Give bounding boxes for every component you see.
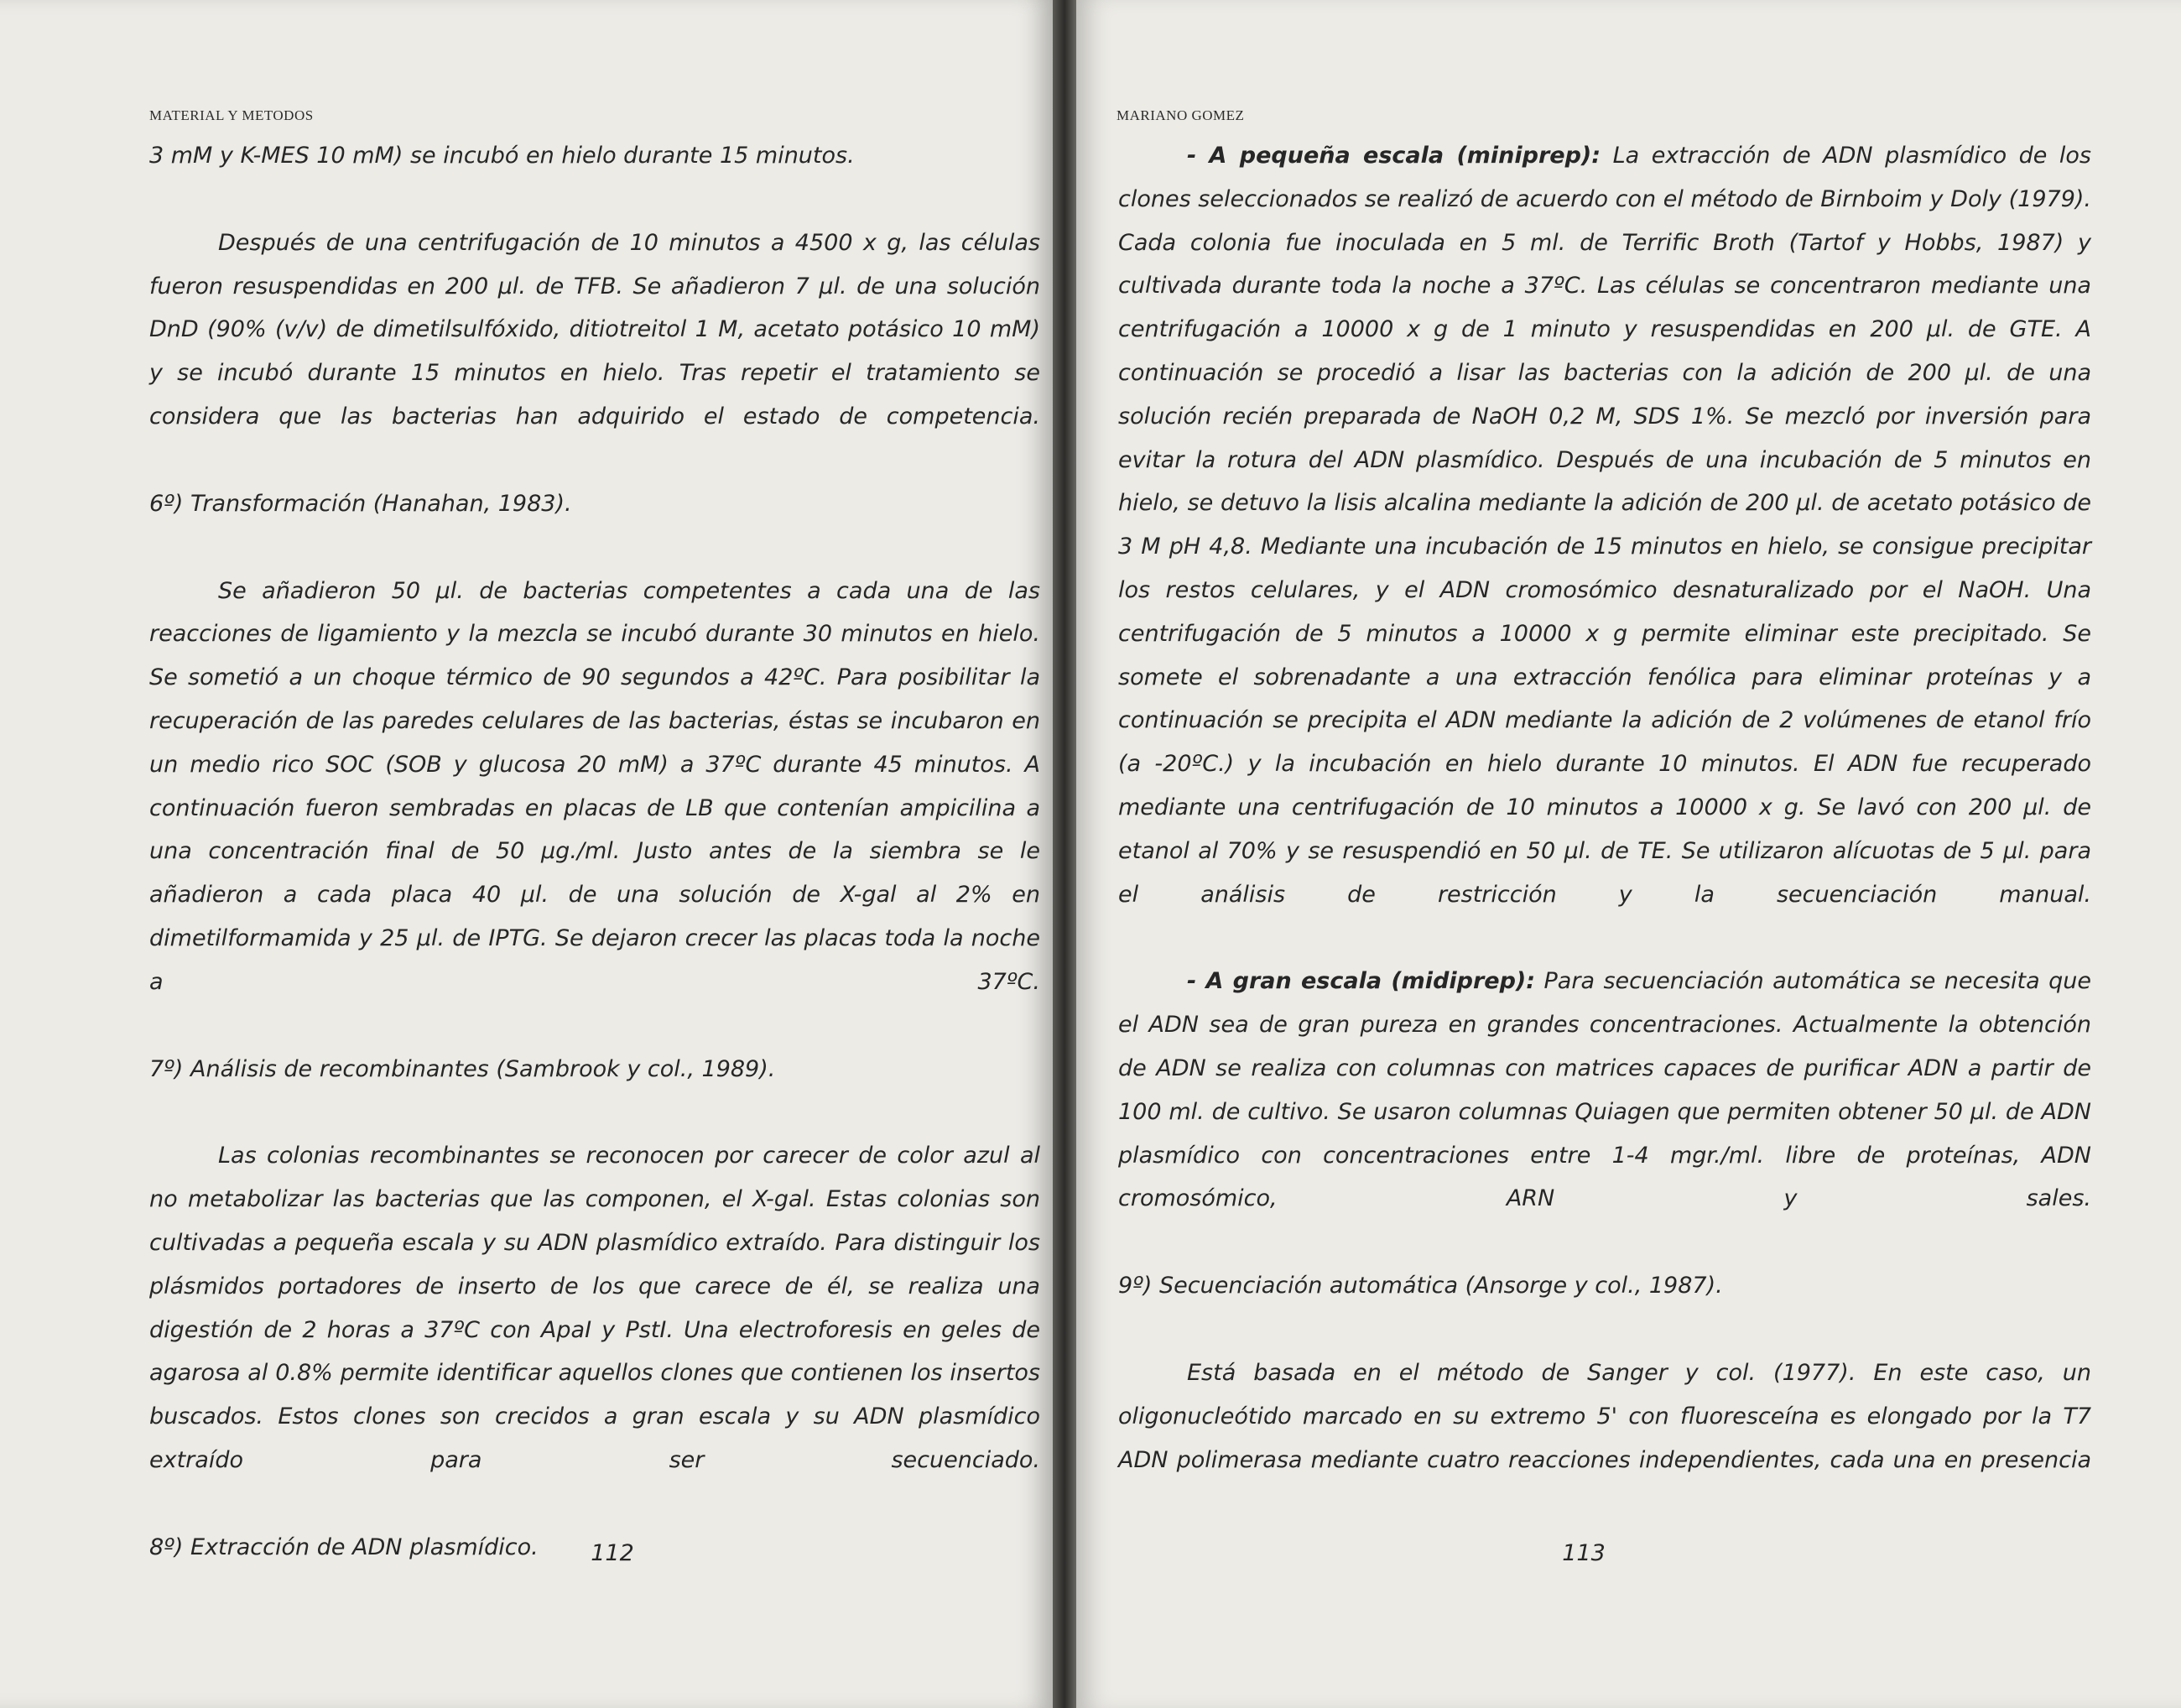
left-page bbox=[0, 0, 1053, 1708]
paragraph-midiprep: - A gran escala (midiprep): Para secuenciación automática se necesita que el ADN sea de gran pureza en grandes concentraciones. Actualmente la obtención de ADN se realiza con columnas con matrices capaces de purificar ADN a partir de 100 ml. de cultivo. Se usaron columnas Quiagen que permiten obtener 50 µl. de ADN plasmídico con concentraciones entre 1-4 mgr./ml. libre de proteínas, ADN cromosómico, ARN y sales. bbox=[1118, 968, 2091, 1212]
paragraph: Las colonias recombinantes se reconocen por carecer de color azul al no metabolizar las bacterias que las componen, el X-gal. Estas colonias son cultivadas a pequeña escala y su ADN plasmídico extraído. Para distinguir los plásmidos portadores de inserto de los que carece de él, se realiza una digestión de 2 horas a 37ºC con ApaI y PstI. Una electroforesis en geles de agarosa al 0.8% permite identificar aquellos clones que contienen los insertos buscados. Estos clones son crecidos a gran escala y su ADN plasmídico extraído para ser secuenciado. bbox=[149, 1143, 1041, 1473]
section-heading: 6º) Transformación (Hanahan, 1983). bbox=[149, 490, 572, 517]
right-page bbox=[1076, 0, 2181, 1708]
section-heading: 7º) Análisis de recombinantes (Sambrook y col., 1989). bbox=[149, 1055, 776, 1082]
paragraph: Se añadieron 50 µl. de bacterias competentes a cada una de las reacciones de ligamiento y la mezcla se incubó durante 30 minutos en hielo. Se sometió a un choque térmico de 90 segundos a 42ºC. Para posibilitar la recuperación de las paredes celulares de las bacterias, éstas se incubaron en un medio rico SOC (SOB y glucosa 20 mM) a 37ºC durante 45 minutos. A continuación fueron sembradas en placas de LB que contenían ampicilina a una concentración final de 50 µg./ml. Justo antes de la siembra se le añadieron a cada placa 40 µl. de una solución de X-gal al 2% en dimetilformamida y 25 µl. de IPTG. Se dejaron crecer las placas toda la noche a 37ºC. bbox=[149, 577, 1041, 995]
subsection-label: - A pequeña escala (miniprep): bbox=[1187, 143, 1601, 169]
subsection-label: - A gran escala (midiprep): bbox=[1187, 968, 1536, 995]
left-page-body bbox=[149, 134, 1040, 1570]
paragraph: Después de una centrifugación de 10 minutos a 4500 x g, las células fueron resuspendidas en 200 µl. de TFB. Se añadieron 7 µl. de una solución DnD (90% (v/v) de dimetilsulfóxido, ditiotreitol 1 M, acetato potásico 10 mM) y se incubó durante 15 minutos en hielo. Tras repetir el tratamiento se considera que las bacterias han adquirido el estado de competencia. bbox=[149, 229, 1041, 430]
page-number: 113 bbox=[1562, 1540, 1606, 1566]
paragraph: Está basada en el método de Sanger y col. (1977). En este caso, un oligonucleótido marcado en su extremo 5' con fluoresceína es elongado por la T7 ADN polimerasa mediante cuatro reacciones independientes, cada una en presencia bbox=[1118, 1359, 2091, 1473]
paragraph-miniprep: - A pequeña escala (miniprep): La extracción de ADN plasmídico de los clones seleccionados se realizó de acuerdo con el método de Birnboim y Doly (1979). Cada colonia fue inoculada en 5 ml. de Terrific Broth (Tartof y Hobbs, 1987) y cultivada durante toda la noche a 37ºC. Las células se concentraron mediante una centrifugación a 10000 x g de 1 minuto y resuspendidas en 200 µl. de GTE. A continuación se procedió a lisar las bacterias con la adición de 200 µl. de una solución recién preparada de NaOH 0,2 M, SDS 1%. Se mezcló por inversión para evitar la rotura del ADN plasmídico. Después de una incubación de 5 minutos en hielo, se detuvo la lisis alcalina mediante la adición de 200 µl. de acetato potásico de 3 M pH 4,8. Mediante una incubación de 15 minutos en hielo, se consigue precipitar los restos celulares, y el ADN cromosómico desnaturalizado por el NaOH. Una centrifugación de 5 minutos a 10000 x g permite eliminar este precipitado. Se somete el sobrenadante a una extracción fenólica para eliminar proteínas y a continuación se precipita el ADN mediante la adición de 2 volúmenes de etanol frío (a -20ºC.) y la incubación en hielo durante 10 minutos. El ADN fue recuperado mediante una centrifugación de 10 minutos a 10000 x g. Se lavó con 200 µl. de etanol al 70% y se resuspendió en 50 µl. de TE. Se utilizaron alícuotas de 5 µl. para el análisis de restricción y la secuenciación manual. bbox=[1118, 143, 2091, 908]
running-head: MATERIAL Y METODOS bbox=[149, 107, 314, 123]
section-heading: 9º) Secuenciación automática (Ansorge y col., 1987). bbox=[1118, 1273, 1723, 1299]
paragraph: 3 mM y K-MES 10 mM) se incubó en hielo durante 15 minutos. bbox=[149, 143, 855, 169]
page-number: 112 bbox=[591, 1540, 634, 1566]
section-heading: 8º) Extracción de ADN plasmídico. bbox=[149, 1534, 539, 1560]
right-page-body bbox=[1118, 134, 2091, 1481]
book-gutter bbox=[1053, 0, 1076, 1708]
running-head: MARIANO GOMEZ bbox=[1117, 107, 1245, 123]
